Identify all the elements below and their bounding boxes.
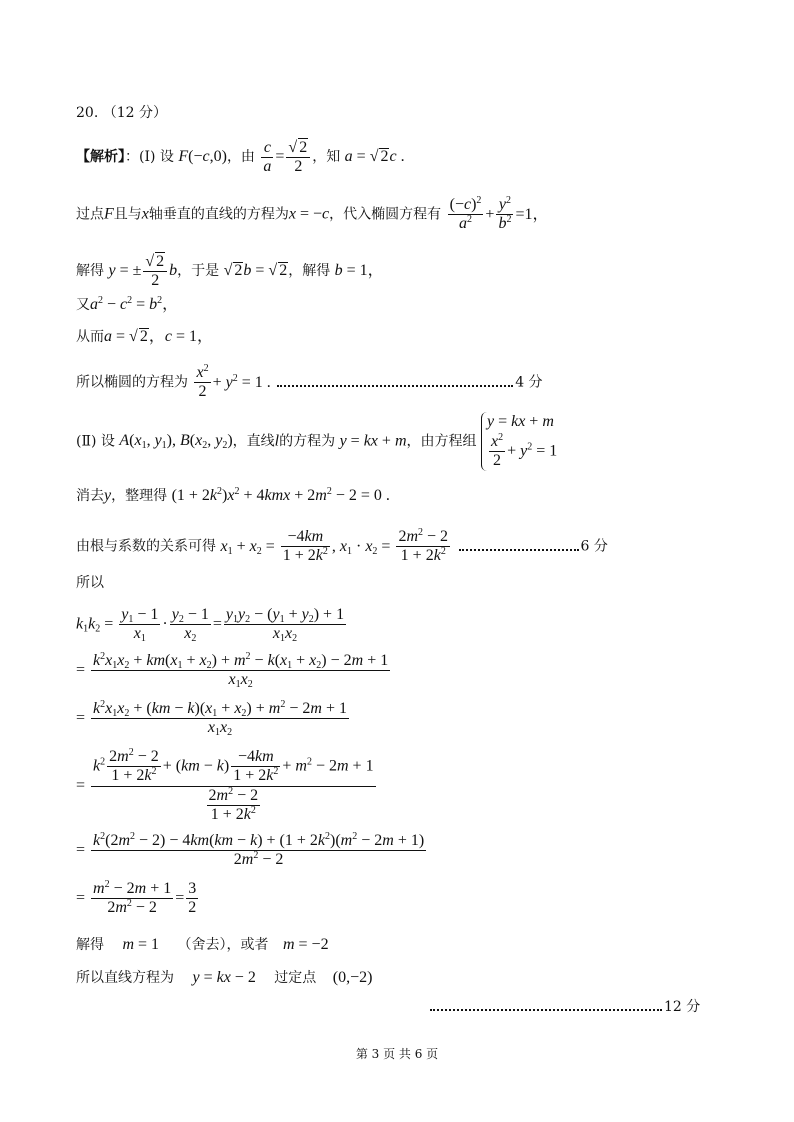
score-4: 4 分: [515, 374, 543, 391]
math: √ 2b = √ 2: [223, 262, 288, 280]
part1-line2: 过点F且与x轴垂直的直线的方程为x = −c，代入椭圆方程有 $\frac{(-c)^2}{a^2}$ + $\frac{y^2}{b^2}$ =1，: [76, 195, 549, 233]
problem-number: 20.: [76, 105, 99, 121]
derivation-step-4: = $k^2$ $\frac{2m^2 - 2}{1 + 2k^2}$ + (km − k) $\frac{-4km}{1 + 2k^2}$ + $m^2 - 2m + 1$ $\frac{2m^2 - 2}{1 + 2k^2}$: [76, 747, 374, 824]
math: F: [104, 205, 114, 223]
math: y: [104, 487, 112, 504]
math: $(1 + 2k^2)x^2 + 4kmx + 2m^2 - 2 = 0$ .: [171, 486, 390, 504]
math: x: [141, 205, 149, 223]
math: a = √ 2c .: [344, 148, 405, 166]
equation-system: y = kx + m $\frac{x^2}{2}$ + $y^2 = 1$: [481, 412, 557, 471]
math: $\frac{c}{a}$ = $\frac{√ 2}{2}$: [259, 148, 312, 165]
so-line: 所以: [76, 575, 104, 591]
part2-line3: 由根与系数的关系可得 $x_1 + x_2$ = $\frac{-4km}{1 + 2k^2}$ , $x_1 \cdot x_2$ = $\frac{2m^2 - 2}{1 + 2k^2}$ 6 分: [76, 527, 608, 565]
part1-line3: 解得 y = ± $\frac{√ 2}{2}$ b，于是 √ 2b = √ 2，解得 b = 1，: [76, 253, 384, 290]
math: l: [274, 432, 280, 450]
score-leader: [277, 379, 513, 387]
math: y = ± $\frac{√ 2}{2}$ b: [108, 253, 178, 290]
page-footer: 第 3 页 共 6 页: [355, 1047, 439, 1061]
math: $A(x_1$, $y_1$), $B(x_2$, $y_2$): [119, 432, 233, 452]
part1-line4: 又$a^2 - c^2 = b^2$，: [76, 295, 179, 313]
part2-line1: (Ⅱ) 设 $A(x_1$, $y_1$), $B(x_2$, $y_2$)，直线l的方程为 y = kx + m，由方程组 y = kx + m $\frac{x^2}{2}$ + $y^2 = 1$: [76, 413, 558, 470]
math: y = kx + m: [339, 432, 407, 450]
conclusion-line: 所以直线方程为 y = kx − 2 过定点 (0,−2): [76, 969, 373, 986]
math: $a^2 - c^2 = b^2$，: [90, 295, 179, 313]
derivation-step-5: = $\frac{k^2(2m^2 - 2) - 4km(km - k) + (1 + 2k^2)(m^2 - 2m + 1)}{2m^2 - 2}$: [76, 831, 425, 869]
math: b = 1，: [334, 262, 384, 280]
solve-line: 解得 m = 1 （舍去），或者 m = −2: [76, 936, 329, 953]
analysis-label: 【解析】: [76, 149, 125, 166]
score-leader: [459, 543, 579, 551]
derivation-step-6: = $\frac{m^2 - 2m + 1}{2m^2 - 2}$ = $\frac{3}{2}$: [76, 879, 197, 917]
math: $x_1 + x_2$ = $\frac{-4km}{1 + 2k^2}$ , $x_1 \cdot x_2$ = $\frac{2m^2 - 2}{1 + 2k^2}$: [220, 527, 449, 565]
math: (0,−2): [332, 969, 373, 986]
score-12: 12 分: [664, 999, 701, 1015]
math: m = −2: [282, 936, 329, 953]
part1-line1: 【解析】：(Ⅰ) 设 F(−c,0)，由 $\frac{c}{a}$ = $\frac{√ 2}{2}$ ，知 a = √ 2c .: [76, 138, 405, 176]
math: $\frac{(-c)^2}{a^2}$ + $\frac{y^2}{b^2}$ =1，: [449, 195, 549, 233]
score-leader: [430, 1003, 662, 1011]
problem-heading: [76, 106, 167, 120]
score-6: 6 分: [580, 538, 608, 555]
math: x = −c: [288, 205, 330, 223]
derivation-step-2: = $\frac{k^2x_1x_2 + km(x_1 + x_2) + m^2 - k(x_1 + x_2) - 2m + 1}{x_1x_2}$: [76, 651, 389, 691]
problem-points: （12 分）: [102, 105, 167, 121]
math: y = kx − 2: [192, 969, 256, 986]
math: a = √ 2，c = 1，: [104, 328, 213, 345]
final-score-line: [428, 1000, 700, 1014]
part1-line5: 从而a = √ 2，c = 1，: [76, 328, 213, 345]
math: $\frac{x^2}{2}$ + $y^2 = 1$ .: [196, 363, 271, 401]
part2-line2: 消去y，整理得 $(1 + 2k^2)x^2 + 4kmx + 2m^2 - 2 = 0$ .: [76, 486, 390, 504]
derivation-step-1: $k_1k_2$ = $\frac{y_1 - 1}{x_1}$ · $\frac{y_2 - 1}{x_2}$ = $\frac{y_1y_2 - (y_1 + y_2) + 1}{x_1x_2}$: [76, 606, 345, 645]
math: F(−c,0): [178, 148, 227, 166]
math: m = 1: [122, 936, 160, 953]
derivation-step-3: = $\frac{k^2x_1x_2 + (km - k)(x_1 + x_2) + m^2 - 2m + 1}{x_1x_2}$: [76, 699, 347, 739]
part1-line6: 所以椭圆的方程为 $\frac{x^2}{2}$ + $y^2 = 1$ . 4 分: [76, 363, 543, 401]
